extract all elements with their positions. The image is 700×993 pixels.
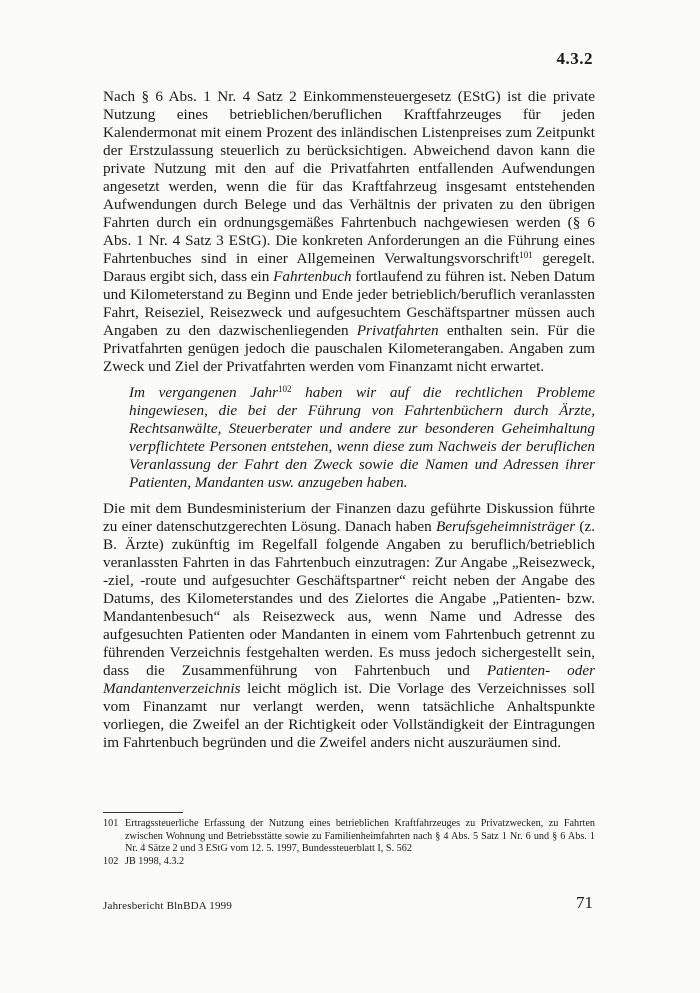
publication-title: Jahresbericht BlnBDA 1999 [103,900,233,912]
paragraph-text: enthalten sein. Für die Privatfahrten genügen jedoch die pauschalen Kilometerangaben. Angaben zum Zweck und Ziel der Privatfahrten werden vom Finanzamt nicht erwartet. [103,322,596,375]
paragraph-text: (z. B. Ärzte) zukünftig im Regelfall folgende Angaben zu beruflich/betrieblich veranlassten Fahrten in das Fahrtenbuch einzutragen: Zur Angabe „Reisezweck, -ziel, -route und aufgesuchter Geschäftspartner“ reicht neben der Angabe des Datums, des Kilometerstandes und des Zielortes die Angabe „Patienten- bzw. Mandantenbesuch“ als Reisezweck aus, wenn Name und Adresse des aufgesuchten Patienten oder Mandanten in einem vom Fahrtenbuch getrennt zu führenden Verzeichnis festgehalten werden. Es muss jedoch sichergestellt sein, dass die Zusammenführung von Fahrtenbuch und [103,518,595,679]
footnote-ref-102[interactable]: 102 [278,384,292,394]
emphasis-privatfahrten: Privatfahrten [356,322,439,339]
footnote-101 [103,818,595,856]
emphasis-fahrtenbuch: Fahrtenbuch [273,268,352,285]
footnote-text: JB 1998, 4.3.2 [125,855,185,867]
footnotes [103,818,595,868]
paragraph-text: leicht möglich ist. Die Vorlage des Verzeichnisses soll vom Finanzamt nur verlangt werden, wenn tatsächliche Anhaltspunkte vorliegen, die Zweifel an der Richtigkeit oder Vollständigkeit der Eintragungen im Fahrtenbuch begründen und die Zweifel anders nicht auszuräumen sind. [103,680,595,751]
paragraph-fahrtenbuch-rules [103,88,595,376]
body-text [103,88,595,752]
footnote-ref-101[interactable]: 101 [519,250,533,260]
paragraph-text: geregelt. Daraus ergibt sich, dass ein [103,250,595,285]
section-number: 4.3.2 [556,49,593,68]
emphasis-berufsgeheimnistraeger: Berufsgeheimnisträger [435,518,576,535]
footnote-number: 102 [103,855,119,867]
footnote-text: Ertragssteuerliche Erfassung der Nutzung eines betrieblichen Kraftfahrzeuges zu Privatzwecken, zu Fahrten zwischen Wohnung und Betriebsstätte sowie zu Familienheimfahrten nach § 4 Abs. 5 Satz 1 Nr. 6 und § 6 Abs. 1 Nr. 4 Sätze 2 und 3 EStG vom 12. 5. 1997, Bundessteuerblatt I, S. 562 [125,818,595,855]
footnote-102 [103,856,595,869]
footnote-number: 101 [103,818,119,829]
quoted-passage [129,384,595,492]
page-number: 71 [576,893,593,912]
paragraph-text: Die mit dem Bundesministerium der Finanzen dazu geführte Diskussion führte zu einer datenschutzgerechten Lösung. Danach haben [103,500,595,535]
quote-text: haben wir auf die rechtlichen Probleme hingewiesen, die bei der Führung von Fahrtenbüchern durch Ärzte, Rechtsanwälte, Steuerberater und andere zur besonderen Geheimhaltung verpflichtete Personen entstehen, wenn diese zum Nachweis der beruflichen Veranlassung der Fahrt den Zweck sowie die Namen und Adressen ihrer Patienten, Mandanten usw. anzugeben haben. [129,384,595,491]
emphasis-verzeichnis: Patienten- oder Mandantenverzeichnis [103,662,595,697]
paragraph-text: Nach § 6 Abs. 1 Nr. 4 Satz 2 Einkommensteuergesetz (EStG) ist die private Nutzung eines betrieblichen/beruflichen Kraftfahrzeuges für jeden Kalendermonat mit einem Prozent des inländischen Listenpreises zum Zeitpunkt der Erstzulassung steuerlich zu berücksichtigen. Abweichend davon kann die private Nutzung mit den auf die Privatfahrten entfallenden Aufwendungen angesetzt werden, wenn die für das Kraftfahrzeug insgesamt entstehenden Aufwendungen durch Belege und das Verhältnis der privaten zu den übrigen Fahrten durch ein ordnungsgemäßes Fahrtenbuch nachgewiesen werden (§ 6 Abs. 1 Nr. 4 Satz 3 EStG). Die konkreten Anforderungen an die Führung eines Fahrtenbuches sind in einer Allgemeinen Verwaltungsvorschrift [103,88,595,267]
quote-text: Im vergangenen Jahr [129,384,279,401]
footnote-divider [103,812,183,813]
paragraph-text: fortlaufend zu führen ist. Neben Datum und Kilometerstand zu Beginn und Ende jeder betrieblich/beruflich veranlassten Fahrt, Reiseziel, Reisezweck und aufgesuchtem Geschäftspartner müssen auch Angaben zu den dazwischenliegenden [103,268,595,339]
paragraph-solution [103,500,595,752]
